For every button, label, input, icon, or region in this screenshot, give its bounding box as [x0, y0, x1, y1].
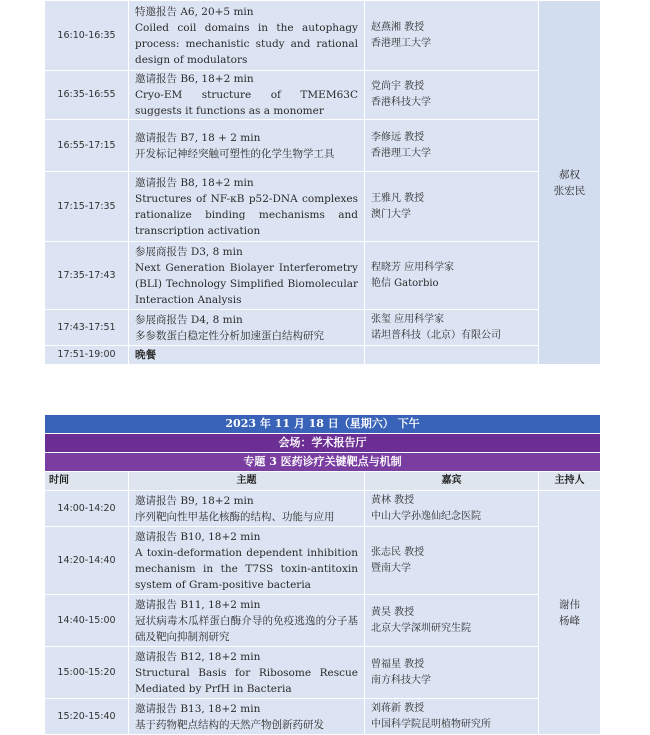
- schedule-row: [45, 595, 601, 647]
- talk-title: Coiled coil domains in the autophagy process: mechanistic study and rational design of modulators: [135, 21, 358, 66]
- topic-header: 专题 3 医药诊疗关键靶点与机制: [45, 453, 601, 472]
- talk-type: 邀请报告 B7, 18 + 2 min: [135, 131, 261, 144]
- talk-title: Structural Basis for Ribosome Rescue Mediated by PrfH in Bacteria: [135, 666, 358, 695]
- talk-title: 基于药物靶点结构的天然产物创新药研发: [135, 718, 324, 731]
- venue-header-row: [45, 434, 601, 453]
- talk-title: 序列靶向性甲基化核酶的结构、功能与应用: [135, 510, 335, 523]
- schedule-row: [45, 699, 601, 735]
- time-cell: 17:35-17:43: [45, 242, 129, 310]
- guest-cell: [365, 242, 539, 310]
- topic-cell: [129, 595, 365, 647]
- guest-cell: [365, 71, 539, 120]
- time-cell: 14:00-14:20: [45, 491, 129, 527]
- chair-cell: [539, 1, 601, 365]
- chair-name: 张宏民: [553, 184, 586, 197]
- speaker-name: 张志民 教授: [371, 546, 425, 558]
- column-header-row: [45, 472, 601, 491]
- topic-cell: [129, 699, 365, 735]
- chair-name: 杨峰: [559, 614, 581, 627]
- talk-type: 邀请报告 B13, 18+2 min: [135, 702, 261, 715]
- speaker-name: 赵燕湘 教授: [371, 21, 425, 33]
- speaker-name: 李修远 教授: [371, 131, 425, 143]
- speaker-name: 王雅凡 教授: [371, 192, 425, 204]
- guest-cell: [365, 346, 539, 365]
- time-cell: 17:51-19:00: [45, 346, 129, 365]
- talk-title: Next Generation Biolayer Interferometry (BLI) Technology Simplified Biomolecular Interaction Analysis: [135, 261, 358, 306]
- speaker-name: 刘蒋新 教授: [371, 702, 425, 714]
- topic-cell: [129, 647, 365, 699]
- topic-cell: [129, 1, 365, 71]
- time-cell: 16:35-16:55: [45, 71, 129, 120]
- schedule-row: [45, 491, 601, 527]
- schedule-row: [45, 1, 601, 71]
- column-header-topic: 主题: [129, 472, 365, 491]
- speaker-affiliation: 南方科技大学: [371, 674, 431, 686]
- talk-type: 邀请报告 B10, 18+2 min: [135, 530, 261, 543]
- speaker-affiliation: 中山大学孙逸仙纪念医院: [371, 510, 481, 522]
- guest-cell: [365, 310, 539, 346]
- speaker-name: 党尚宇 教授: [371, 81, 425, 92]
- topic-cell: [129, 242, 365, 310]
- speaker-affiliation: 香港科技大学: [371, 97, 431, 108]
- schedule-row: [45, 120, 601, 172]
- talk-title: Cryo-EM structure of TMEM63C suggests it functions as a monomer: [135, 89, 358, 117]
- time-cell: 17:43-17:51: [45, 310, 129, 346]
- speaker-name: 张玺 应用科学家: [371, 313, 445, 325]
- speaker-affiliation: 艳信 Gatorbio: [371, 277, 439, 289]
- guest-cell: [365, 120, 539, 172]
- talk-title: 开发标记神经突触可塑性的化学生物学工具: [135, 147, 335, 160]
- column-header-chair: 主持人: [539, 472, 601, 491]
- time-cell: 14:40-15:00: [45, 595, 129, 647]
- speaker-affiliation: 澳门大学: [371, 208, 411, 220]
- speaker-name: 程晓芳 应用科学家: [371, 261, 455, 273]
- topic-cell: [129, 120, 365, 172]
- speaker-affiliation: 北京大学深圳研究生院: [371, 622, 471, 634]
- schedule-row: [45, 172, 601, 242]
- speaker-name: 黄林 教授: [371, 494, 415, 506]
- talk-type: 参展商报告 D4, 8 min: [135, 313, 243, 326]
- time-cell: 17:15-17:35: [45, 172, 129, 242]
- time-cell: 15:20-15:40: [45, 699, 129, 735]
- chair-name: 郝权: [559, 168, 580, 181]
- column-header-time: 时间: [45, 472, 129, 491]
- guest-cell: [365, 647, 539, 699]
- column-header-guest: 嘉宾: [365, 472, 539, 491]
- guest-cell: [365, 699, 539, 735]
- topic-cell: [129, 527, 365, 595]
- speaker-affiliation: 暨南大学: [371, 562, 411, 574]
- guest-cell: [365, 595, 539, 647]
- upper-schedule-table: [44, 0, 601, 365]
- guest-cell: [365, 527, 539, 595]
- speaker-affiliation: 中国科学院昆明植物研究所: [371, 718, 491, 730]
- speaker-affiliation: 香港理工大学: [371, 147, 431, 159]
- talk-type: 邀请报告 B11, 18+2 min: [135, 598, 261, 611]
- time-cell: 16:55-17:15: [45, 120, 129, 172]
- dinner-label: 晚餐: [135, 349, 156, 361]
- chair-cell: [539, 491, 601, 735]
- speaker-affiliation: 诺坦普科技（北京）有限公司: [371, 329, 501, 341]
- talk-type: 邀请报告 B12, 18+2 min: [135, 650, 261, 663]
- speaker-name: 曾福星 教授: [371, 658, 425, 670]
- talk-title: Structures of NF-κB p52-DNA complexes rationalize binding mechanisms and transcription activation: [135, 192, 358, 237]
- topic-header-row: [45, 453, 601, 472]
- time-cell: 14:20-14:40: [45, 527, 129, 595]
- lower-schedule-table: [44, 414, 601, 735]
- chair-name: 谢伟: [559, 598, 581, 611]
- schedule-row: [45, 71, 601, 120]
- schedule-row: [45, 242, 601, 310]
- talk-type: 邀请报告 B9, 18+2 min: [135, 494, 254, 507]
- speaker-name: 黄昊 教授: [371, 606, 415, 618]
- time-cell: 16:10-16:35: [45, 1, 129, 71]
- guest-cell: [365, 172, 539, 242]
- topic-cell: [129, 172, 365, 242]
- talk-type: 邀请报告 B6, 18+2 min: [135, 73, 254, 85]
- schedule-row: [45, 310, 601, 346]
- talk-type: 邀请报告 B8, 18+2 min: [135, 176, 254, 189]
- topic-cell: [129, 71, 365, 120]
- topic-cell: [129, 310, 365, 346]
- schedule-row: [45, 527, 601, 595]
- schedule-row: [45, 346, 601, 365]
- schedule-row: [45, 647, 601, 699]
- guest-cell: [365, 1, 539, 71]
- talk-type: 特邀报告 A6, 20+5 min: [135, 5, 254, 18]
- guest-cell: [365, 491, 539, 527]
- talk-type: 参展商报告 D3, 8 min: [135, 245, 243, 258]
- date-header: 2023 年 11 月 18 日（星期六） 下午: [45, 415, 601, 434]
- venue-header: 会场：学术报告厅: [45, 434, 601, 453]
- talk-title: A toxin-deformation dependent inhibition mechanism in the T7SS toxin-antitoxin system of Gram-positive bacteria: [135, 546, 358, 591]
- time-cell: 15:00-15:20: [45, 647, 129, 699]
- topic-cell: [129, 491, 365, 527]
- date-header-row: [45, 415, 601, 434]
- speaker-affiliation: 香港理工大学: [371, 37, 431, 49]
- talk-title: 冠状病毒木瓜样蛋白酶介导的免疫逃逸的分子基础及靶向抑制剂研究: [135, 614, 358, 643]
- talk-title: 多参数蛋白稳定性分析加速蛋白结构研究: [135, 329, 324, 342]
- topic-cell: [129, 346, 365, 365]
